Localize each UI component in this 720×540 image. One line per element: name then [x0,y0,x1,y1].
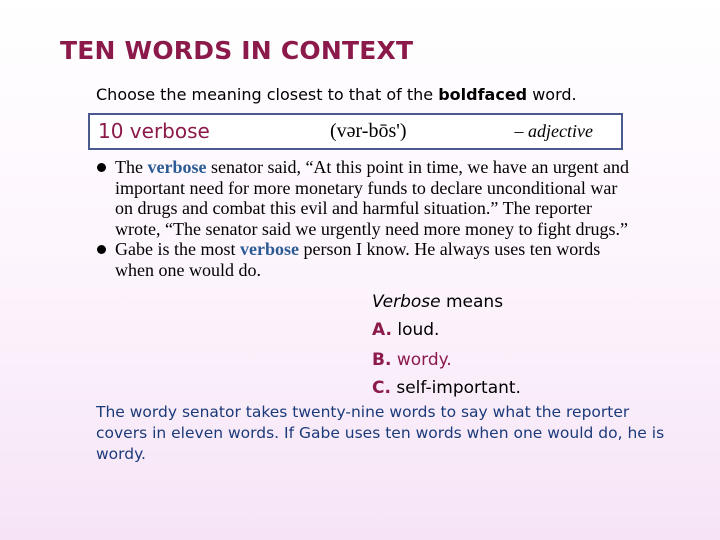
example-text: senator said, “At this point in time, we have an urgent and important need for more monetary funds to declare unconditional war on drugs and combat this evil and harmful situation.” The reporter wrote, “The senator said we urgently need more money to fight drugs.” [115,157,630,239]
question-prompt [372,292,503,312]
choice-text: wordy. [396,350,452,370]
answer-explanation: The wordy senator takes twenty-nine words to say what the reporter covers in eleven words. If Gabe uses ten words when one would do, he is wordy. [96,403,665,463]
instruction-bold: boldfaced [438,85,528,104]
slide-title: TEN WORDS IN CONTEXT [60,36,414,65]
choice-text: loud. [397,320,440,340]
answer-choice-a[interactable] [372,320,439,340]
example-sentences [95,157,635,280]
example-sentence [95,157,635,239]
example-sentence [95,239,635,280]
instruction-after: word. [527,85,577,104]
target-word: verbose [147,157,207,177]
choice-letter: C. [372,378,391,398]
example-text: The [115,157,148,177]
bullet-icon [97,163,106,172]
example-text: person I know. He always uses ten words when one would do. [115,239,601,280]
part-of-speech: – adjective [514,121,593,141]
pronunciation: (vər-bōs') [330,120,407,142]
question-after: means [440,292,504,312]
answer-choice-b[interactable] [372,350,452,370]
word-number-and-term: 10 verbose [98,119,210,143]
bullet-icon [97,245,106,254]
instruction-before: Choose the meaning closest to that of the [96,85,439,104]
question-word: Verbose [372,292,441,312]
example-text: Gabe is the most [115,239,240,259]
instruction-text [96,85,577,104]
choice-text: self-important. [396,378,521,398]
choice-letter: A. [372,320,392,340]
target-word: verbose [239,239,299,259]
vocabulary-word-box [88,113,623,150]
answer-choice-c[interactable] [372,378,521,398]
choice-letter: B. [372,350,392,370]
